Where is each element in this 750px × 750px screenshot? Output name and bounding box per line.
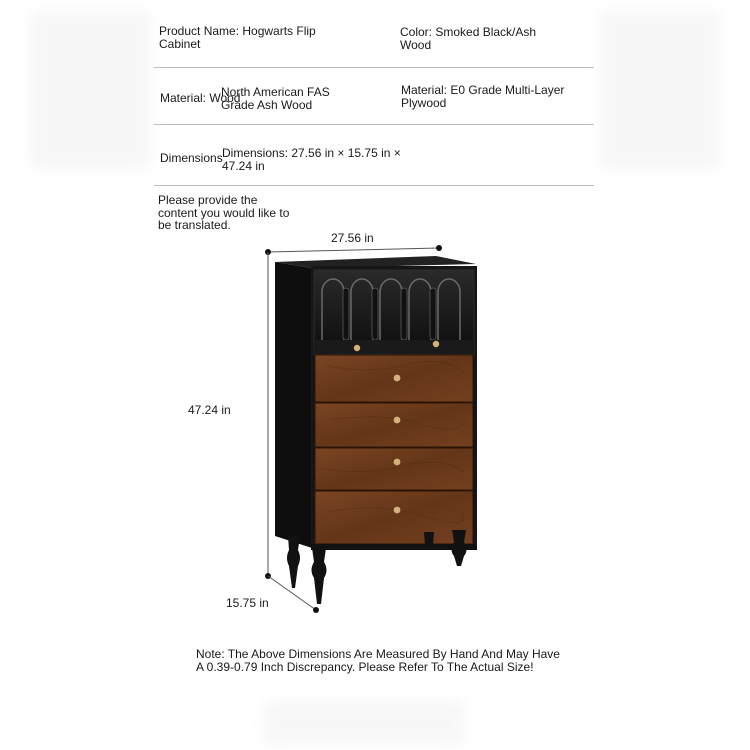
drawer [315,403,473,447]
measurement-note: Note: The Above Dimensions Are Measured By Hand And May Have A 0.39-0.79 Inch Discrepancy. Please Refer To The Actual Size! [196,647,560,674]
dimensions-value: Dimensions: 27.56 in × 15.75 in × 47.24 in [222,146,401,173]
color-spec: Color: Smoked Black/Ash Wood [400,25,537,52]
cabinet-side [275,262,312,548]
door-knob [354,345,360,351]
drawer-knob [394,375,401,382]
material-value: North American FAS Grade Ash Wood [221,85,330,112]
drawer [315,491,473,544]
drawer [315,448,473,490]
height-measurement: 47.24 in [188,403,231,417]
drawer-knob [394,417,401,424]
material-label: Material: Wood [160,91,241,105]
drawer-knob [394,459,401,466]
drawers [315,355,473,544]
height-dimension-line [265,252,271,579]
translation-prompt: Please provide the content you would like to be translated. [158,193,290,232]
width-dimension-line [265,245,442,255]
product-name: Product Name: Hogwarts Flip Cabinet [159,24,316,51]
dimensions-label: Dimensions [160,151,223,165]
door-knob [433,341,439,347]
width-measurement: 27.56 in [331,231,374,245]
material-plywood: Material: E0 Grade Multi-Layer Plywood [401,83,565,110]
drawer-knob [394,507,401,514]
depth-measurement: 15.75 in [226,596,269,610]
